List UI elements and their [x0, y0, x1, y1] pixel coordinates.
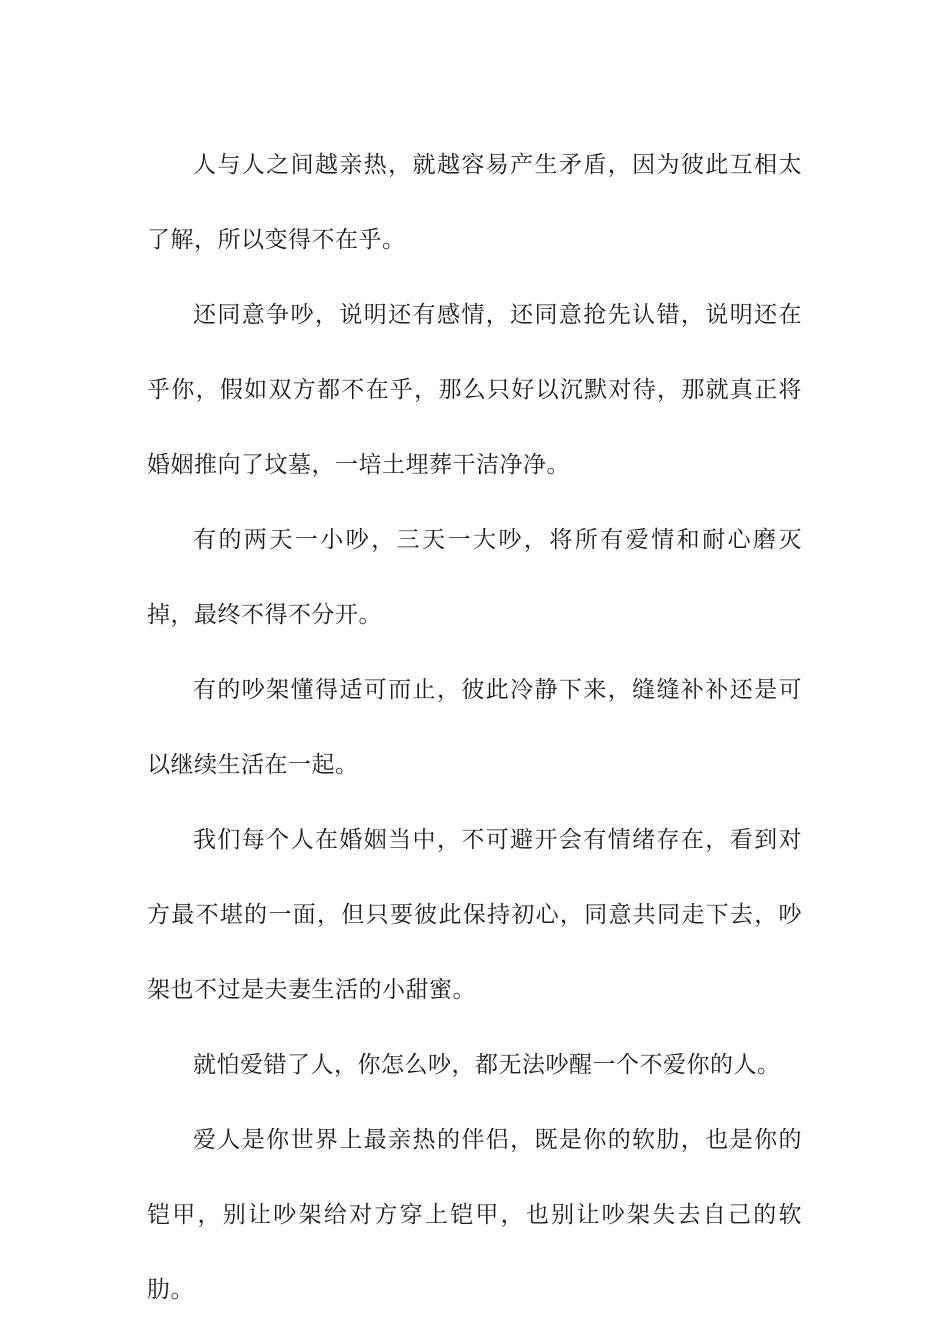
- paragraph-2: 还同意争吵，说明还有感情，还同意抢先认错，说明还在乎你，假如双方都不在乎，那么只好以沉默对待，那就真正将婚姻推向了坟墓，一培土埋葬干洁净净。: [147, 302, 802, 478]
- paragraph-4: 有的吵架懂得适可而止，彼此冷静下来，缝缝补补还是可以继续生活在一起。: [147, 677, 802, 778]
- paragraph-5: 我们每个人在婚姻当中，不可避开会有情绪存在，看到对方最不堪的一面，但只要彼此保持初心，同意共同走下去，吵架也不过是夫妻生活的小甜蜜。: [147, 827, 802, 1003]
- document-body: [147, 128, 802, 1328]
- paragraph-7: 爱人是你世界上最亲热的伴侣，既是你的软肋，也是你的铠甲，别让吵架给对方穿上铠甲，也别让吵架失去自己的软肋。: [147, 1127, 802, 1303]
- paragraph-1: 人与人之间越亲热，就越容易产生矛盾，因为彼此互相太了解，所以变得不在乎。: [147, 152, 802, 253]
- paragraph-6: 就怕爱错了人，你怎么吵，都无法吵醒一个不爱你的人。: [193, 1052, 781, 1078]
- paragraph-3: 有的两天一小吵，三天一大吵，将所有爱情和耐心磨灭掉，最终不得不分开。: [147, 527, 802, 628]
